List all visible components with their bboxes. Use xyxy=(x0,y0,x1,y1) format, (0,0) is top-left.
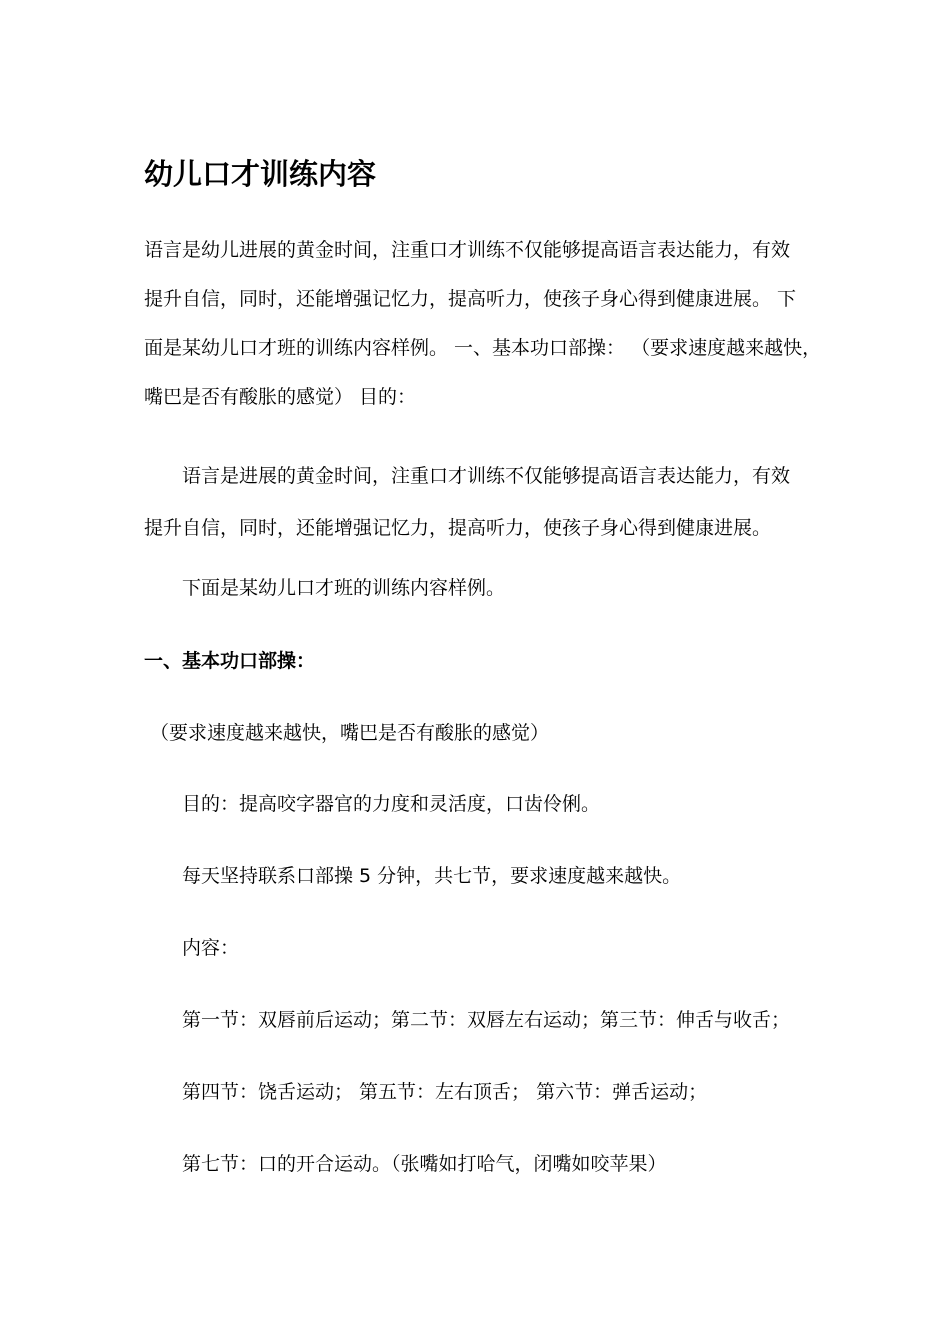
intro-line: 面是某幼儿口才班的训练内容样例。 一、基本功口部操： （要求速度越来越快， xyxy=(144,337,822,359)
intro-line: 提升自信，同时，还能增强记忆力，提高听力，使孩子身心得到健康进展。 下 xyxy=(144,288,797,310)
paragraph-line: 提升自信，同时，还能增强记忆力，提高听力，使孩子身心得到健康进展。 xyxy=(144,517,772,539)
document-title: 幼儿口才训练内容 xyxy=(144,157,377,191)
purpose-text: 目的：提高咬字器官的力度和灵活度，口齿伶俐。 xyxy=(182,793,601,815)
body-paragraph-2: 下面是某幼儿口才班的训练内容样例。 xyxy=(182,577,506,599)
body-paragraph-1 xyxy=(144,450,834,554)
sections-line-1: 第一节：双唇前后运动；第二节：双唇左右运动；第三节：伸舌与收舌； xyxy=(182,1009,791,1031)
intro-line: 语言是幼儿进展的黄金时间，注重口才训练不仅能够提高语言表达能力，有效 xyxy=(144,239,791,261)
intro-line: 嘴巴是否有酸胀的感觉） 目的： xyxy=(144,386,417,408)
intro-paragraph xyxy=(144,226,834,422)
daily-practice-text: 每天坚持联系口部操 5 分钟，共七节，要求速度越来越快。 xyxy=(182,865,682,887)
paragraph-line: 语言是进展的黄金时间，注重口才训练不仅能够提高语言表达能力，有效 xyxy=(182,465,791,487)
section-heading: 一、基本功口部操： xyxy=(144,650,316,672)
sections-line-2: 第四节：饶舌运动； 第五节：左右顶舌； 第六节：弹舌运动； xyxy=(182,1081,708,1103)
section-note: （要求速度越来越快，嘴巴是否有酸胀的感觉） xyxy=(150,722,550,744)
content-label: 内容： xyxy=(182,937,240,959)
sections-line-3: 第七节：口的开合运动。（张嘴如打哈气，闭嘴如咬苹果） xyxy=(182,1153,667,1175)
